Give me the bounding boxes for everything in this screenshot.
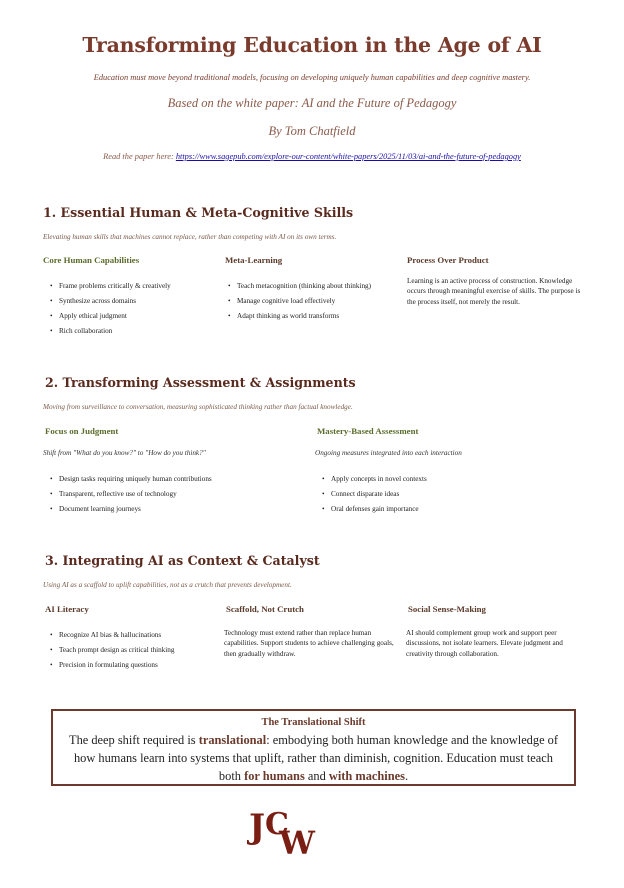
author-line: By Tom Chatfield: [268, 124, 356, 138]
list-item: • Connect disparate ideas: [322, 490, 572, 500]
section2-col1-sub: Shift from "What do you know?" to "How do you think?": [43, 449, 206, 457]
shift-emphasis: translational: [198, 733, 267, 747]
list-item: • Teach prompt design as critical thinking: [50, 646, 220, 656]
section3-col1-list: [50, 631, 220, 676]
section1-desc: Elevating human skills that machines cannot replace, rather than competing with AI on its own terms.: [43, 233, 337, 241]
list-item: • Oral defenses gain importance: [322, 505, 572, 515]
section3-col3-heading: Social Sense-Making: [408, 604, 486, 614]
list-item: • Frame problems critically & creatively: [50, 282, 215, 292]
list-item: • Adapt thinking as world transforms: [228, 312, 388, 322]
based-on-line: Based on the white paper: AI and the Future of Pedagogy: [167, 96, 457, 110]
shift-text-part: The deep shift required is: [69, 733, 199, 747]
read-paper-line: [0, 152, 624, 161]
logo-letter-w: W: [279, 824, 315, 860]
section3-col2-heading: Scaffold, Not Crutch: [226, 604, 304, 614]
section2-col1-list: [50, 475, 300, 520]
shift-emphasis: for humans: [244, 769, 305, 783]
list-item: • Recognize AI bias & hallucinations: [50, 631, 220, 641]
paper-link[interactable]: https://www.sagepub.com/explore-our-content/white-papers/2025/11/03/ai-and-the-future-of-pedagogy: [175, 152, 521, 161]
list-item: • Document learning journeys: [50, 505, 300, 515]
shift-emphasis: with machines: [328, 769, 405, 783]
section1-col2-heading: Meta-Learning: [225, 255, 283, 265]
list-item: • Manage cognitive load effectively: [228, 297, 388, 307]
shift-text: [63, 731, 564, 785]
list-item: • Design tasks requiring uniquely human contributions: [50, 475, 300, 485]
page-subtitle: Education must move beyond traditional models, focusing on developing uniquely human capabilities and deep cognitive mastery.: [93, 73, 531, 82]
logo-letter-j: J: [249, 807, 266, 847]
page-title: Transforming Education in the Age of AI: [82, 33, 542, 57]
section2-col2-sub: Ongoing measures integrated into each interaction: [315, 449, 462, 457]
shift-text-part: .: [404, 769, 409, 783]
section1-col2-list: [228, 282, 388, 327]
section3-col1-heading: AI Literacy: [45, 604, 89, 614]
section1-title: 1. Essential Human & Meta-Cognitive Skills: [43, 205, 354, 220]
shift-text-part: : embodying both human knowledge and the knowledge of how humans learn into systems that uplift, rather than diminish, cognition. Education must teach both: [73, 733, 558, 783]
section1-col1-heading: Core Human Capabilities: [43, 255, 140, 265]
section3-col2-text: Technology must extend rather than replace human capabilities. Support students to achieve challenging goals, then gradually withdraw.: [224, 629, 394, 658]
section3-desc: Using AI as a scaffold to uplift capabilities, not as a crutch that prevents development.: [43, 581, 292, 589]
section3-col3-text: AI should complement group work and support peer discussions, not isolate learners. Elevate judgment and creativity through collaboration.: [406, 629, 563, 658]
section1-col3-text: Learning is an active process of construction. Knowledge occurs through meaningful exercise of skills. The purpose is the process itself, not merely the result.: [407, 277, 581, 306]
section2-title: 2. Transforming Assessment & Assignments: [45, 375, 356, 390]
shift-text-part: and: [304, 769, 329, 783]
section2-col2-list: [322, 475, 572, 520]
section2-col1-heading: Focus on Judgment: [45, 426, 119, 436]
section3-title: 3. Integrating AI as Context & Catalyst: [45, 553, 320, 568]
list-item: • Teach metacognition (thinking about thinking): [228, 282, 388, 292]
list-item: • Apply concepts in novel contexts: [322, 475, 572, 485]
section1-col3-heading: Process Over Product: [407, 255, 489, 265]
translational-shift-box: [51, 709, 576, 786]
list-item: • Synthesize across domains: [50, 297, 215, 307]
jcw-logo: [247, 800, 327, 860]
logo-letter-c: C: [265, 807, 289, 842]
section1-col1-list: [50, 282, 215, 342]
read-paper-label: Read the paper here:: [103, 152, 174, 161]
section2-col2-heading: Mastery-Based Assessment: [317, 426, 419, 436]
list-item: • Rich collaboration: [50, 327, 215, 337]
list-item: • Transparent, reflective use of technology: [50, 490, 300, 500]
list-item: • Precision in formulating questions: [50, 661, 220, 671]
section2-desc: Moving from surveillance to conversation, measuring sophisticated thinking rather than factual knowledge.: [43, 403, 353, 411]
list-item: • Apply ethical judgment: [50, 312, 215, 322]
shift-title: The Translational Shift: [261, 717, 366, 728]
